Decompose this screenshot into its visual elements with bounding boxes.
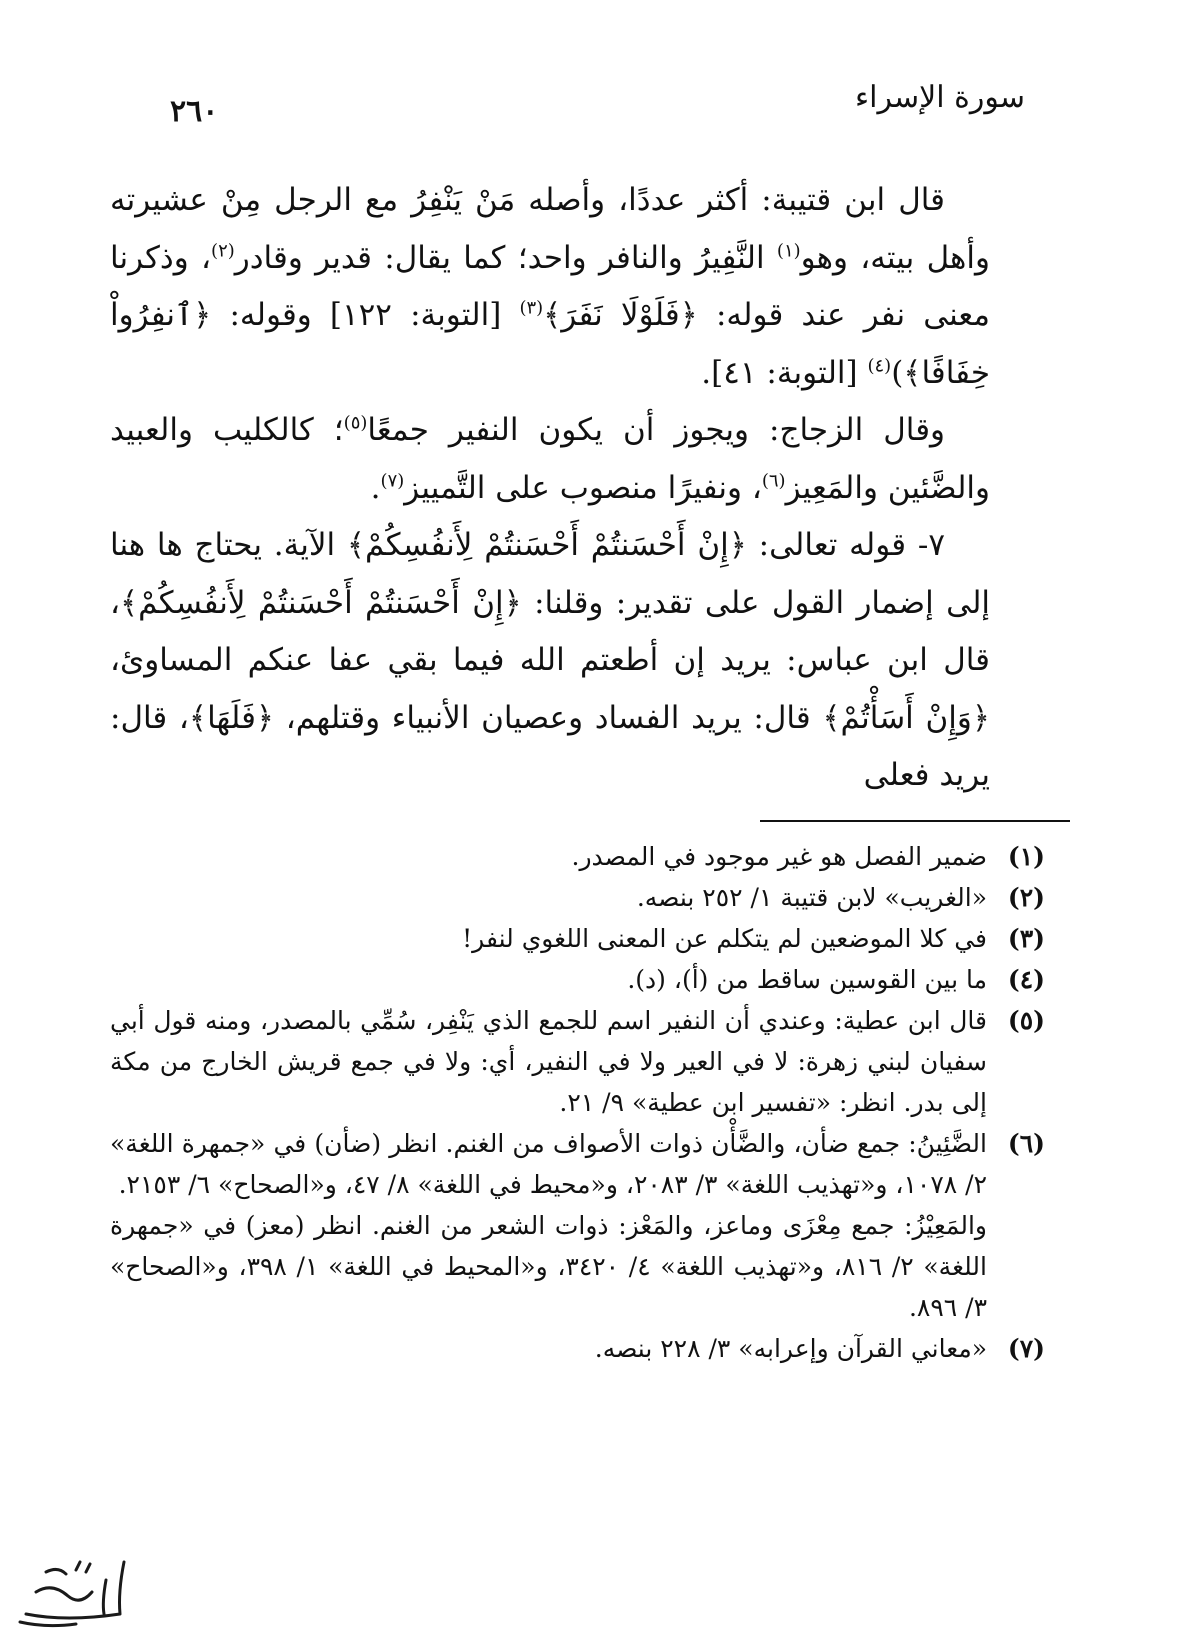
text-run: . bbox=[370, 469, 381, 506]
footnote-divider bbox=[760, 820, 1070, 822]
paragraph-3: ٧- قوله تعالى: ﴿إِنْ أَحْسَنتُمْ أَحْسَنتُمْ لِأَنفُسِكُمْ﴾ الآية. يحتاج ها هنا إلى إضمار القول على تقدير: وقلنا: ﴿إِنْ أَحْسَنتُمْ أَحْسَنتُمْ لِأَنفُسِكُمْ﴾، قال ابن عباس: يريد إن أطعتم الله فيما بقي عفا عنكم المساوئ، ﴿وَإِنْ أَسَأْتُمْ﴾ قال: يريد الفساد وعصيان الأنبياء وقتلهم، ﴿فَلَهَا﴾، قال: يريد فعلى bbox=[110, 527, 990, 793]
footnote-paragraph: في كلا الموضعين لم يتكلم عن المعنى اللغوي لنفر! bbox=[462, 924, 987, 953]
text-run: [التوبة: ٤١]. bbox=[701, 354, 868, 391]
footnote-ref-6: (٦) bbox=[761, 470, 786, 492]
footnote-ref-7: (٧) bbox=[380, 470, 405, 492]
page-number: ٢٦٠ bbox=[170, 94, 219, 129]
footnote-number: (٢) bbox=[1007, 883, 1045, 912]
calligraphy-seal-logo bbox=[6, 1552, 136, 1632]
footnote-ref-4: (٤) bbox=[867, 355, 892, 377]
footnote-ref-2: (٢) bbox=[211, 240, 235, 262]
footnote-paragraph: قال ابن عطية: وعندي أن النفير اسم للجمع الذي يَنْفِر، سُمِّي بالمصدر، ومنه قول أبي سفيان لبني زهرة: لا في العير ولا في النفير، أي: ولا في جمع قريش الخارج من مكة إلى بدر. انظر: «تفسير ابن عطية» ٩/ ٢١. bbox=[110, 1006, 987, 1117]
footnote-paragraph: الضَّئِينُ: جمع ضأن، والضَّأْن ذوات الأصواف من الغنم. انظر (ضأن) في «جمهرة اللغة» ٢/ ١٠٧٨، و«تهذيب اللغة» ٣/ ٢٠٨٣، و«محيط في اللغة» ٨/ ٤٧، و«الصحاح» ٦/ ٢١٥٣. bbox=[110, 1129, 987, 1199]
footnote-text bbox=[110, 959, 987, 1000]
paragraph-1 bbox=[110, 172, 990, 402]
footnote-6 bbox=[110, 1123, 1045, 1328]
footnote-5 bbox=[110, 1000, 1045, 1123]
footnote-ref-1: (١) bbox=[776, 240, 801, 262]
text-run: النَّفِيرُ والنافر واحد؛ كما يقال: قدير وقادر bbox=[234, 239, 777, 276]
paragraph-2 bbox=[110, 402, 990, 517]
footnote-number: (٥) bbox=[1007, 1006, 1045, 1035]
footnotes bbox=[110, 836, 1045, 1369]
footnote-paragraph: ضمير الفصل هو غير موجود في المصدر. bbox=[571, 842, 987, 871]
footnote-number: (١) bbox=[1007, 842, 1045, 871]
footnote-text bbox=[110, 1328, 987, 1369]
main-text bbox=[110, 172, 990, 805]
footnote-number: (٤) bbox=[1007, 965, 1045, 994]
footnote-number: (٦) bbox=[1007, 1129, 1045, 1158]
footnote-text bbox=[110, 918, 987, 959]
text-run: قال ابن قتيبة: أكثر عددًا، وأصله مَنْ يَنْفِرُ مع الرجل مِنْ عشيرته وأهل بيته، وهو bbox=[110, 182, 990, 276]
footnote-7 bbox=[110, 1328, 1045, 1369]
footnote-ref-3: (٣) bbox=[519, 297, 544, 319]
footnote-text bbox=[110, 836, 987, 877]
footnote-2 bbox=[110, 877, 1045, 918]
footnote-1 bbox=[110, 836, 1045, 877]
footnote-text bbox=[110, 877, 987, 918]
footnote-paragraph: «الغريب» لابن قتيبة ١/ ٢٥٢ بنصه. bbox=[636, 883, 987, 912]
text-run: ؛ كالكليب والعبيد والضَّئين والمَعِيز bbox=[110, 412, 990, 506]
footnote-paragraph: ما بين القوسين ساقط من (أ)، (د). bbox=[627, 965, 987, 994]
page-header bbox=[160, 76, 1025, 129]
text-run: ، ونفيرًا منصوب على التَّمييز bbox=[404, 469, 762, 506]
footnote-number: (٣) bbox=[1007, 924, 1045, 953]
footnote-4 bbox=[110, 959, 1045, 1000]
footnote-paragraph: والمَعِيْزُ: جمع مِعْزَى وماعز، والمَعْز: ذوات الشعر من الغنم. انظر (معز) في «جمهرة اللغة» ٢/ ٨١٦، و«تهذيب اللغة» ٤/ ٣٤٢٠، و«المحيط في اللغة» ١/ ٣٩٨، و«الصحاح» ٣/ ٨٩٦. bbox=[110, 1211, 987, 1322]
surah-title: سورة الإسراء bbox=[855, 80, 1025, 115]
footnote-paragraph: «معاني القرآن وإعرابه» ٣/ ٢٢٨ بنصه. bbox=[594, 1334, 987, 1363]
footnote-text bbox=[110, 1000, 987, 1123]
footnote-text bbox=[110, 1123, 987, 1328]
footnote-ref-5: (٥) bbox=[343, 412, 368, 434]
text-run: وقال الزجاج: ويجوز أن يكون النفير جمعًا bbox=[367, 412, 945, 448]
text-run: [التوبة: ١٢٢] وقوله: ﴿ٱنفِرُواْ خِفَافًا﴾) bbox=[110, 297, 990, 391]
footnote-number: (٧) bbox=[1007, 1334, 1045, 1363]
text-run: ، وذكرنا معنى نفر عند قوله: ﴿فَلَوْلَا نَفَرَ﴾ bbox=[110, 239, 990, 333]
footnote-3 bbox=[110, 918, 1045, 959]
